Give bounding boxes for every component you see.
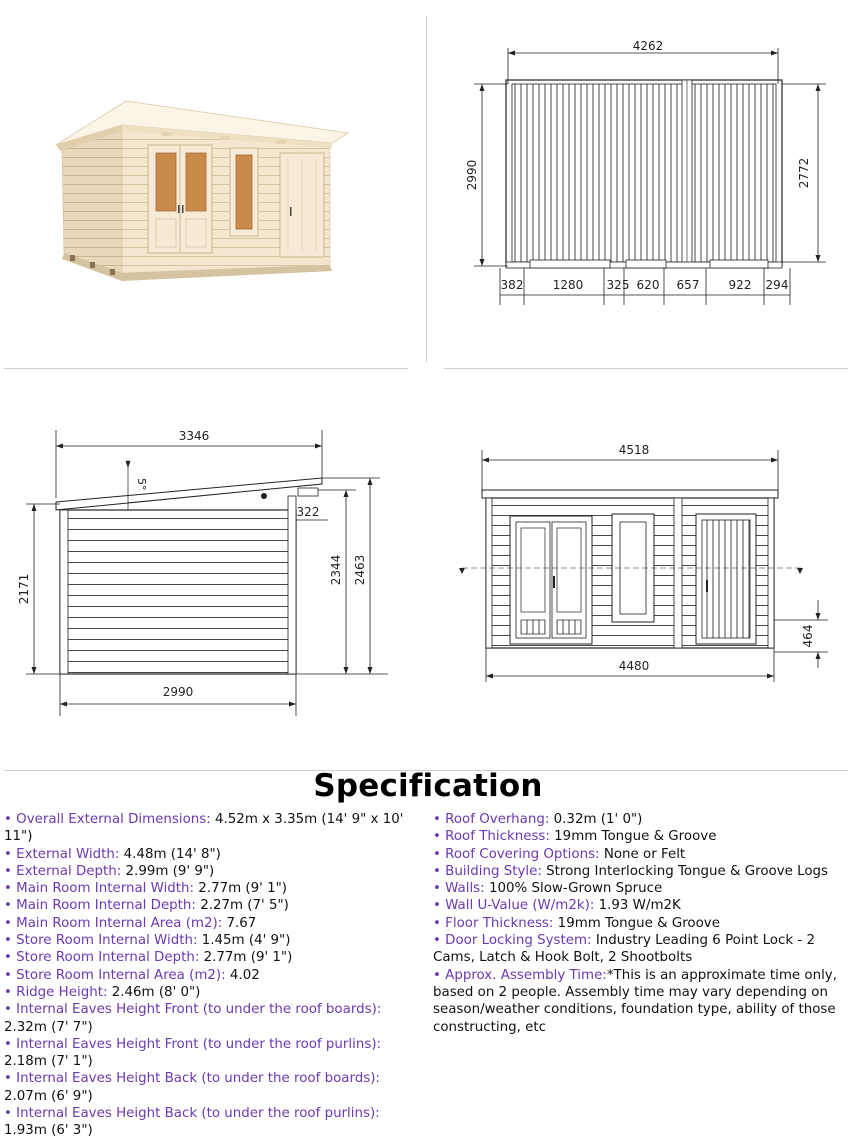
side-right-inner-dim: 2344 (329, 554, 343, 586)
plan-bottom-dim-5: 657 (676, 278, 700, 292)
cabin-render (50, 95, 350, 285)
spec-item (433, 863, 838, 880)
horizontal-divider-left (4, 368, 408, 369)
plan-right-dim: 2772 (797, 157, 811, 189)
spec-item (4, 932, 408, 949)
spec-value: 7.67 (222, 915, 257, 931)
plan-top-dim: 4262 (632, 39, 664, 53)
spec-value: 2.99m (9' 9") (121, 863, 215, 879)
front-elevation-drawing (452, 436, 852, 686)
front-sill-dim: 464 (801, 624, 815, 648)
spec-item (4, 863, 408, 880)
spec-value: 4.02 (225, 967, 260, 983)
spec-label: • Roof Thickness: (433, 829, 550, 845)
spec-label: • Main Room Internal Area (m2): (4, 915, 223, 931)
spec-value: 1.45m (4' 9") (197, 933, 291, 949)
spec-value: None or Felt (599, 846, 686, 862)
spec-value: 4.52m x 3.35m (14' 9" x 10' 11") (4, 812, 404, 845)
spec-value: 2.18m (7' 1") (4, 1054, 93, 1070)
spec-label: • Internal Eaves Height Back (to under the roof boards): (4, 1071, 380, 1087)
spec-label: • Internal Eaves Height Front (to under the roof purlins): (4, 1036, 382, 1052)
spec-label: • Floor Thickness: (433, 915, 554, 931)
spec-item (433, 967, 838, 1036)
spec-label: • Store Room Internal Width: (4, 933, 198, 949)
spec-item (4, 1036, 408, 1071)
side-top-dim: 3346 (178, 429, 210, 443)
spec-label: • Roof Overhang: (433, 812, 550, 827)
spec-label: • Overall External Dimensions: (4, 812, 211, 827)
spec-label: • Walls: (433, 881, 485, 897)
front-top-dim: 4518 (618, 443, 650, 457)
spec-value: 19mm Tongue & Groove (549, 829, 717, 845)
plan-bottom-dim-1: 382 (500, 278, 524, 292)
spec-value: Strong Interlocking Tongue & Groove Logs (541, 863, 829, 879)
spec-label: • Main Room Internal Width: (4, 881, 195, 897)
spec-item (4, 846, 408, 863)
spec-label: • Internal Eaves Height Front (to under the roof boards): (4, 1002, 382, 1018)
spec-item (4, 967, 408, 984)
spec-label: • Main Room Internal Depth: (4, 898, 196, 914)
spec-item (433, 880, 838, 897)
side-right-outer-dim: 2463 (353, 554, 367, 586)
spec-label: • Approx. Assembly Time: (433, 967, 607, 983)
spec-value: 4.48m (14' 8") (119, 846, 221, 862)
spec-list-right (433, 811, 838, 1036)
plan-bottom-dim-3: 325 (606, 278, 630, 292)
spec-item (4, 1070, 408, 1105)
plan-bottom-dim-4: 620 (636, 278, 660, 292)
spec-value: Industry Leading 6 Point Lock - 2 Cams, Latch & Hook Bolt, 2 Shootbolts (433, 933, 815, 966)
vertical-divider-top (426, 16, 427, 362)
spec-value: *This is an approximate time only, based on 2 people. Assembly time may vary depending on season/weather conditions, foundation type, ability of those constructing, etc (433, 967, 837, 1035)
spec-item (433, 811, 838, 828)
side-left-dim: 2171 (17, 573, 31, 605)
spec-item (433, 828, 838, 845)
front-bottom-dim: 4480 (618, 659, 650, 673)
spec-label: • Store Room Internal Depth: (4, 950, 200, 966)
spec-item (4, 984, 408, 1001)
spec-value: 1.93 W/m2K (594, 898, 681, 914)
spec-item (4, 1001, 408, 1036)
spec-item (4, 1105, 408, 1140)
spec-label: • Store Room Internal Area (m2): (4, 967, 226, 983)
spec-value: 2.77m (9' 1") (199, 950, 293, 966)
spec-value: 19mm Tongue & Groove (553, 915, 720, 931)
spec-list-left (4, 811, 408, 1140)
plan-bottom-dim-6: 922 (728, 278, 752, 292)
spec-label: • Wall U-Value (W/m2k): (433, 898, 595, 914)
spec-item (433, 932, 838, 967)
spec-label: • Door Locking System: (433, 933, 592, 949)
floor-plan-drawing (452, 30, 852, 320)
spec-item (4, 897, 408, 914)
spec-label: • Ridge Height: (4, 984, 108, 1000)
spec-item (433, 897, 838, 914)
plan-bottom-dim-7: 294 (765, 278, 789, 292)
horizontal-divider-right (444, 368, 848, 369)
spec-label: • Building Style: (433, 863, 542, 879)
spec-value: 100% Slow-Grown Spruce (484, 881, 663, 897)
side-bottom-dim: 2990 (162, 685, 194, 699)
side-elevation-drawing (8, 420, 413, 720)
plan-bottom-dim-2: 1280 (552, 278, 584, 292)
spec-item (4, 949, 408, 966)
side-overhang-dim: 322 (296, 505, 320, 519)
spec-label: • Roof Covering Options: (433, 846, 600, 862)
roof-angle: 5° (135, 478, 148, 491)
spec-value: 2.27m (7' 5") (195, 898, 289, 914)
spec-item (4, 880, 408, 897)
spec-label: • Internal Eaves Height Back (to under the roof purlins): (4, 1106, 380, 1122)
spec-title: Specification (313, 768, 543, 804)
spec-value: 2.46m (8' 0") (107, 984, 201, 1000)
spec-value: 0.32m (1' 0") (549, 812, 643, 827)
spec-value: 2.07m (6' 9") (4, 1088, 93, 1104)
spec-value: 2.77m (9' 1") (194, 881, 288, 897)
spec-item (4, 915, 408, 932)
spec-label: • External Depth: (4, 863, 122, 879)
spec-item (433, 846, 838, 863)
spec-value: 2.32m (7' 7") (4, 1019, 93, 1035)
spec-item (4, 811, 408, 846)
plan-left-dim: 2990 (465, 159, 479, 191)
spec-label: • External Width: (4, 846, 120, 862)
spec-item (433, 915, 838, 932)
spec-value: 1.93m (6' 3") (4, 1123, 93, 1139)
